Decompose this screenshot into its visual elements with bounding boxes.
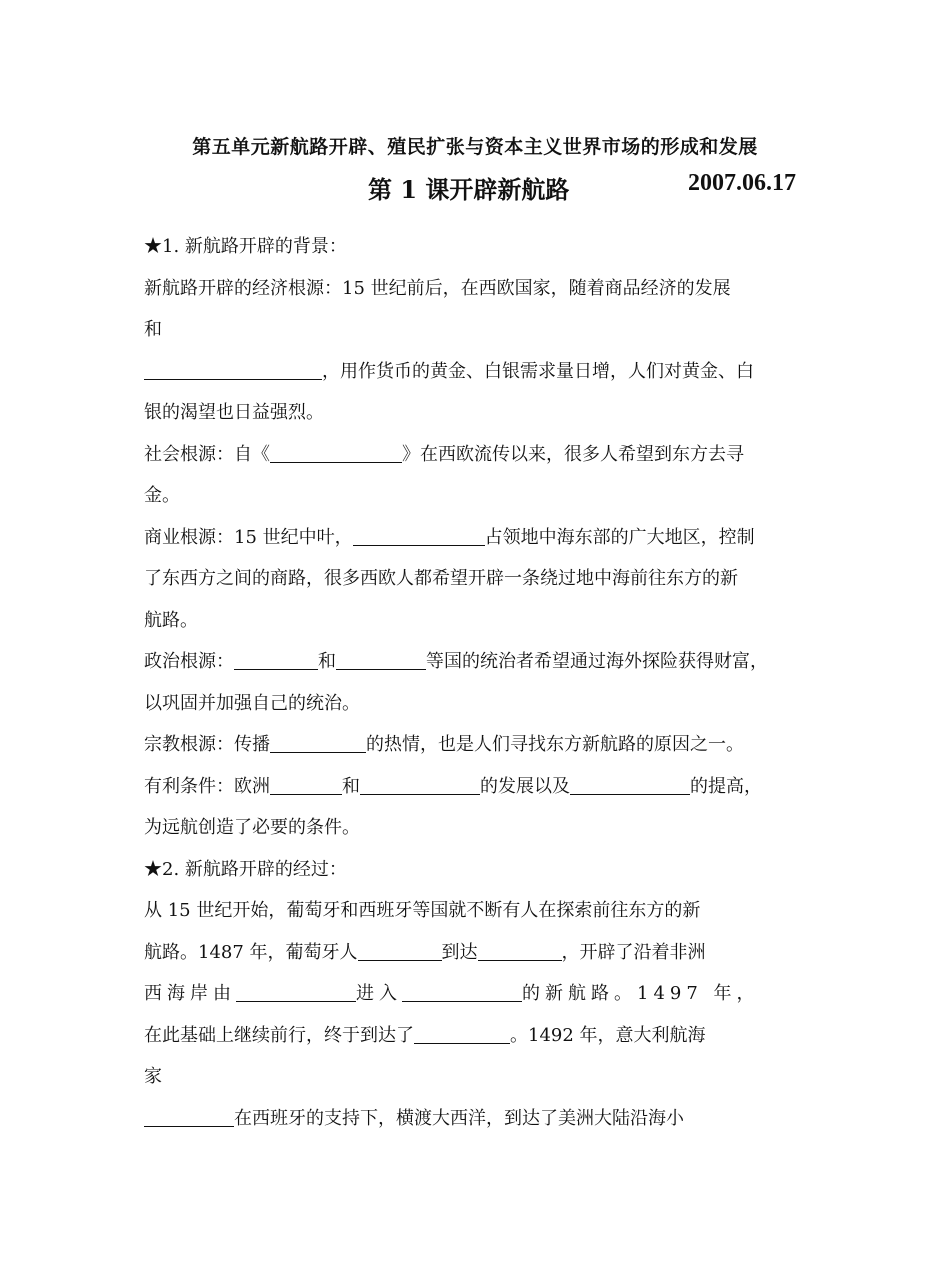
fill-blank[interactable] xyxy=(270,728,366,753)
fill-blank[interactable] xyxy=(360,770,480,795)
text-line: 宗教根源：传播 的热情，也是人们寻找东方新航路的原因之一。 xyxy=(144,724,834,766)
section-heading: ★1. 新航路开辟的背景： xyxy=(144,236,347,257)
text-line: 有利条件：欧洲 和 的发展以及 的提高， xyxy=(144,766,834,808)
fill-blank[interactable] xyxy=(144,355,322,380)
text-line: 新航路开辟的经济根源：15 世纪前后，在西欧国家，随着商品经济的发展 xyxy=(144,277,731,299)
text-line: 和 xyxy=(144,319,162,340)
text-line: 在此基础上继续前行，终于到达了 。1492 年，意大利航海 xyxy=(144,1015,834,1057)
unit-title: 第五单元新航路开辟、殖民扩张与资本主义世界市场的形成和发展 xyxy=(192,136,758,158)
fill-blank[interactable] xyxy=(358,936,442,961)
text-line: 西海岸由 进入 的新航路。1497 年， xyxy=(144,973,834,1015)
fill-blank[interactable] xyxy=(270,438,402,463)
fill-blank[interactable] xyxy=(478,936,562,961)
text-line: 在西班牙的支持下，横渡大西洋，到达了美洲大陆沿海小 xyxy=(144,1098,834,1140)
text-line: 银的渴望也日益强烈。 xyxy=(144,402,324,423)
fill-blank[interactable] xyxy=(144,1102,234,1127)
fill-blank[interactable] xyxy=(234,645,318,670)
lesson-date: 2007.06.17 xyxy=(688,170,796,196)
fill-blank[interactable] xyxy=(336,645,426,670)
text-line: 从 15 世纪开始，葡萄牙和西班牙等国就不断有人在探索前往东方的新 xyxy=(144,900,701,921)
text-line: 家 xyxy=(144,1066,162,1087)
fill-blank[interactable] xyxy=(270,770,342,795)
text-line: 商业根源：15 世纪中叶， 占领地中海东部的广大地区，控制 xyxy=(144,517,834,559)
text-line: 航路。1487 年，葡萄牙人 到达 ，开辟了沿着非洲 xyxy=(144,932,834,974)
text-line: 政治根源： 和 等国的统治者希望通过海外探险获得财富， xyxy=(144,641,834,683)
text-line: 金。 xyxy=(144,485,180,506)
fill-blank[interactable] xyxy=(402,977,522,1002)
fill-blank[interactable] xyxy=(414,1019,510,1044)
text-line: 社会根源：自《 》在西欧流传以来，很多人希望到东方去寻 xyxy=(144,434,834,476)
section-heading: ★2. 新航路开辟的经过： xyxy=(144,858,347,880)
fill-blank[interactable] xyxy=(570,770,690,795)
fill-blank[interactable] xyxy=(236,977,356,1002)
lesson-title: 第 1 课开辟新航路 xyxy=(368,175,570,204)
fill-blank[interactable] xyxy=(353,521,485,546)
text-line: ，用作货币的黄金、白银需求量日增，人们对黄金、白 xyxy=(144,351,834,393)
text-line: 为远航创造了必要的条件。 xyxy=(144,817,360,838)
text-line: 以巩固并加强自己的统治。 xyxy=(144,692,360,714)
body-text xyxy=(144,226,834,1139)
text-line: 航路。 xyxy=(144,609,198,631)
text-line: 了东西方之间的商路，很多西欧人都希望开辟一条绕过地中海前往东方的新 xyxy=(144,568,738,589)
